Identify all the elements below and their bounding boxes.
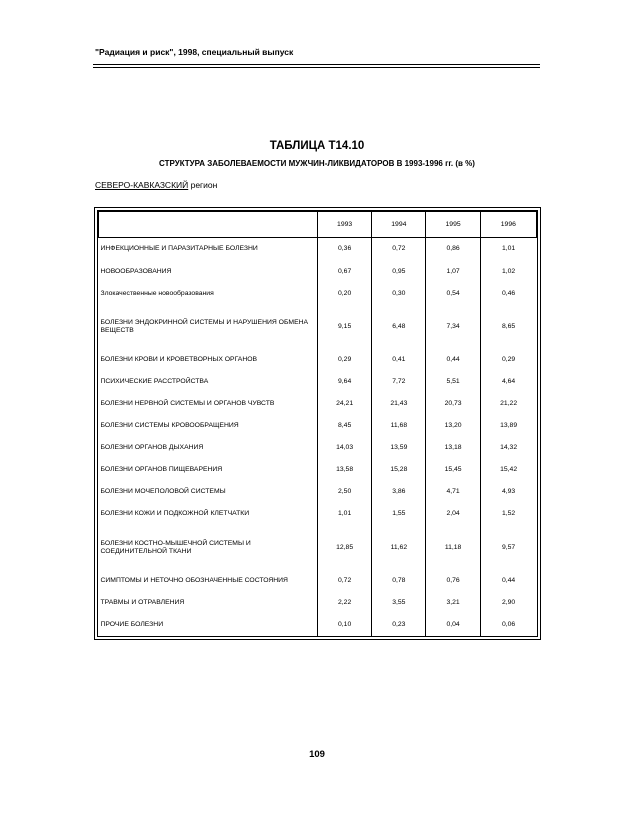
value-cell: 7,34	[426, 305, 480, 349]
region-label	[95, 180, 217, 190]
row-label: БОЛЕЗНИ ЭНДОКРИННОЙ СИСТЕМЫ И НАРУШЕНИЯ ОБМЕНА ВЕЩЕСТВ	[99, 305, 318, 349]
value-cell: 0,04	[426, 614, 480, 636]
value-cell: 0,76	[426, 570, 480, 592]
table-row	[99, 238, 537, 261]
morbidity-table	[98, 211, 537, 636]
row-label: СИМПТОМЫ И НЕТОЧНО ОБОЗНАЧЕННЫЕ СОСТОЯНИЯ	[99, 570, 318, 592]
value-cell: 2,50	[318, 481, 372, 503]
row-label: Злокачественные новообразования	[99, 283, 318, 305]
value-cell: 8,45	[318, 415, 372, 437]
value-cell: 13,20	[426, 415, 480, 437]
row-label: ПРОЧИЕ БОЛЕЗНИ	[99, 614, 318, 636]
year-header: 1993	[318, 212, 372, 238]
value-cell: 9,64	[318, 371, 372, 393]
value-cell: 0,30	[372, 283, 426, 305]
table-row	[99, 503, 537, 525]
row-label: БОЛЕЗНИ ОРГАНОВ ДЫХАНИЯ	[99, 437, 318, 459]
page-number: 109	[309, 749, 325, 760]
value-cell: 0,10	[318, 614, 372, 636]
table-row	[99, 349, 537, 371]
table-title: ТАБЛИЦА Т14.10	[269, 140, 365, 152]
value-cell: 20,73	[426, 393, 480, 415]
table-row	[99, 592, 537, 614]
table-row	[99, 614, 537, 636]
year-header: 1996	[480, 212, 536, 238]
row-label: ИНФЕКЦИОННЫЕ И ПАРАЗИТАРНЫЕ БОЛЕЗНИ	[99, 238, 318, 261]
value-cell: 4,71	[426, 481, 480, 503]
year-header: 1995	[426, 212, 480, 238]
row-label: БОЛЕЗНИ КОЖИ И ПОДКОЖНОЙ КЛЕТЧАТКИ	[99, 503, 318, 525]
row-label: БОЛЕЗНИ КОСТНО-МЫШЕЧНОЙ СИСТЕМЫ И СОЕДИНИТЕЛЬНОЙ ТКАНИ	[99, 526, 318, 570]
running-header: "Радиация и риск", 1998, специальный выпуск	[95, 47, 294, 57]
value-cell: 11,68	[372, 415, 426, 437]
value-cell: 0,72	[372, 238, 426, 261]
table-header-row	[99, 212, 537, 238]
value-cell: 5,51	[426, 371, 480, 393]
row-label: ПСИХИЧЕСКИЕ РАССТРОЙСТВА	[99, 371, 318, 393]
value-cell: 1,01	[318, 503, 372, 525]
value-cell: 0,72	[318, 570, 372, 592]
year-header: 1994	[372, 212, 426, 238]
value-cell: 1,02	[501, 267, 516, 275]
value-cell: 13,89	[500, 422, 518, 430]
value-cell: 0,44	[426, 349, 480, 371]
value-cell: 0,20	[318, 283, 372, 305]
value-cell: 1,52	[501, 510, 516, 518]
value-cell: 24,21	[318, 393, 372, 415]
value-cell: 15,42	[500, 466, 518, 474]
value-cell: 0,54	[426, 283, 480, 305]
row-label: БОЛЕЗНИ КРОВИ И КРОВЕТВОРНЫХ ОРГАНОВ	[99, 349, 318, 371]
value-cell: 0,86	[426, 238, 480, 261]
row-label: ТРАВМЫ И ОТРАВЛЕНИЯ	[99, 592, 318, 614]
value-cell: 2,22	[318, 592, 372, 614]
table-row	[99, 393, 537, 415]
value-cell: 1,01	[501, 245, 516, 253]
row-label: БОЛЕЗНИ ОРГАНОВ ПИЩЕВАРЕНИЯ	[99, 459, 318, 481]
table-row	[99, 283, 537, 305]
value-cell: 12,85	[318, 526, 372, 570]
value-cell: 13,18	[426, 437, 480, 459]
value-cell: 4,93	[501, 488, 516, 496]
value-cell: 3,86	[372, 481, 426, 503]
region-name: СЕВЕРО-КАВКАЗСКИЙ	[95, 180, 189, 190]
table-row	[99, 305, 537, 349]
row-label: НОВООБРАЗОВАНИЯ	[99, 261, 318, 283]
value-cell: 1,07	[426, 261, 480, 283]
value-cell: 3,21	[426, 592, 480, 614]
value-cell: 0,29	[501, 356, 516, 364]
region-suffix: регион	[188, 180, 218, 190]
value-cell: 4,64	[501, 378, 516, 386]
table-frame	[94, 207, 541, 640]
table-row	[99, 459, 537, 481]
value-cell: 9,15	[318, 305, 372, 349]
value-cell: 11,18	[426, 526, 480, 570]
value-cell: 2,90	[501, 598, 516, 606]
value-cell: 15,45	[426, 459, 480, 481]
row-label: БОЛЕЗНИ СИСТЕМЫ КРОВООБРАЩЕНИЯ	[99, 415, 318, 437]
value-cell: 0,95	[372, 261, 426, 283]
value-cell: 0,46	[501, 290, 516, 297]
table-row	[99, 261, 537, 283]
table-row	[99, 415, 537, 437]
value-cell: 0,23	[372, 614, 426, 636]
value-cell: 13,58	[318, 459, 372, 481]
table-inner-frame	[97, 210, 538, 637]
row-label: БОЛЕЗНИ МОЧЕПОЛОВОЙ СИСТЕМЫ	[99, 481, 318, 503]
table-row	[99, 371, 537, 393]
value-cell: 13,59	[372, 437, 426, 459]
value-cell: 3,55	[372, 592, 426, 614]
value-cell: 0,36	[318, 238, 372, 261]
value-cell: 7,72	[372, 371, 426, 393]
value-cell: 0,78	[372, 570, 426, 592]
value-cell: 9,57	[501, 543, 516, 551]
value-cell: 11,62	[372, 526, 426, 570]
header-divider	[93, 64, 540, 68]
row-label: БОЛЕЗНИ НЕРВНОЙ СИСТЕМЫ И ОРГАНОВ ЧУВСТВ	[99, 393, 318, 415]
value-cell: 6,48	[372, 305, 426, 349]
value-cell: 21,43	[372, 393, 426, 415]
value-cell: 0,29	[318, 349, 372, 371]
value-cell: 2,04	[426, 503, 480, 525]
value-cell: 0,67	[318, 261, 372, 283]
value-cell: 14,32	[500, 444, 518, 452]
value-cell: 21,22	[500, 400, 518, 408]
value-cell: 0,41	[372, 349, 426, 371]
value-cell: 0,06	[501, 620, 516, 628]
value-cell: 15,28	[372, 459, 426, 481]
value-cell: 0,44	[501, 576, 516, 584]
value-cell: 8,65	[501, 323, 516, 331]
table-row	[99, 437, 537, 459]
value-cell: 14,03	[318, 437, 372, 459]
table-row	[99, 570, 537, 592]
table-subtitle: СТРУКТУРА ЗАБОЛЕВАЕМОСТИ МУЖЧИН-ЛИКВИДАТОРОВ В 1993-1996 гг. (в %)	[159, 159, 475, 168]
value-cell: 1,55	[372, 503, 426, 525]
table-row	[99, 526, 537, 570]
table-row	[99, 481, 537, 503]
header-blank-cell	[99, 212, 318, 238]
